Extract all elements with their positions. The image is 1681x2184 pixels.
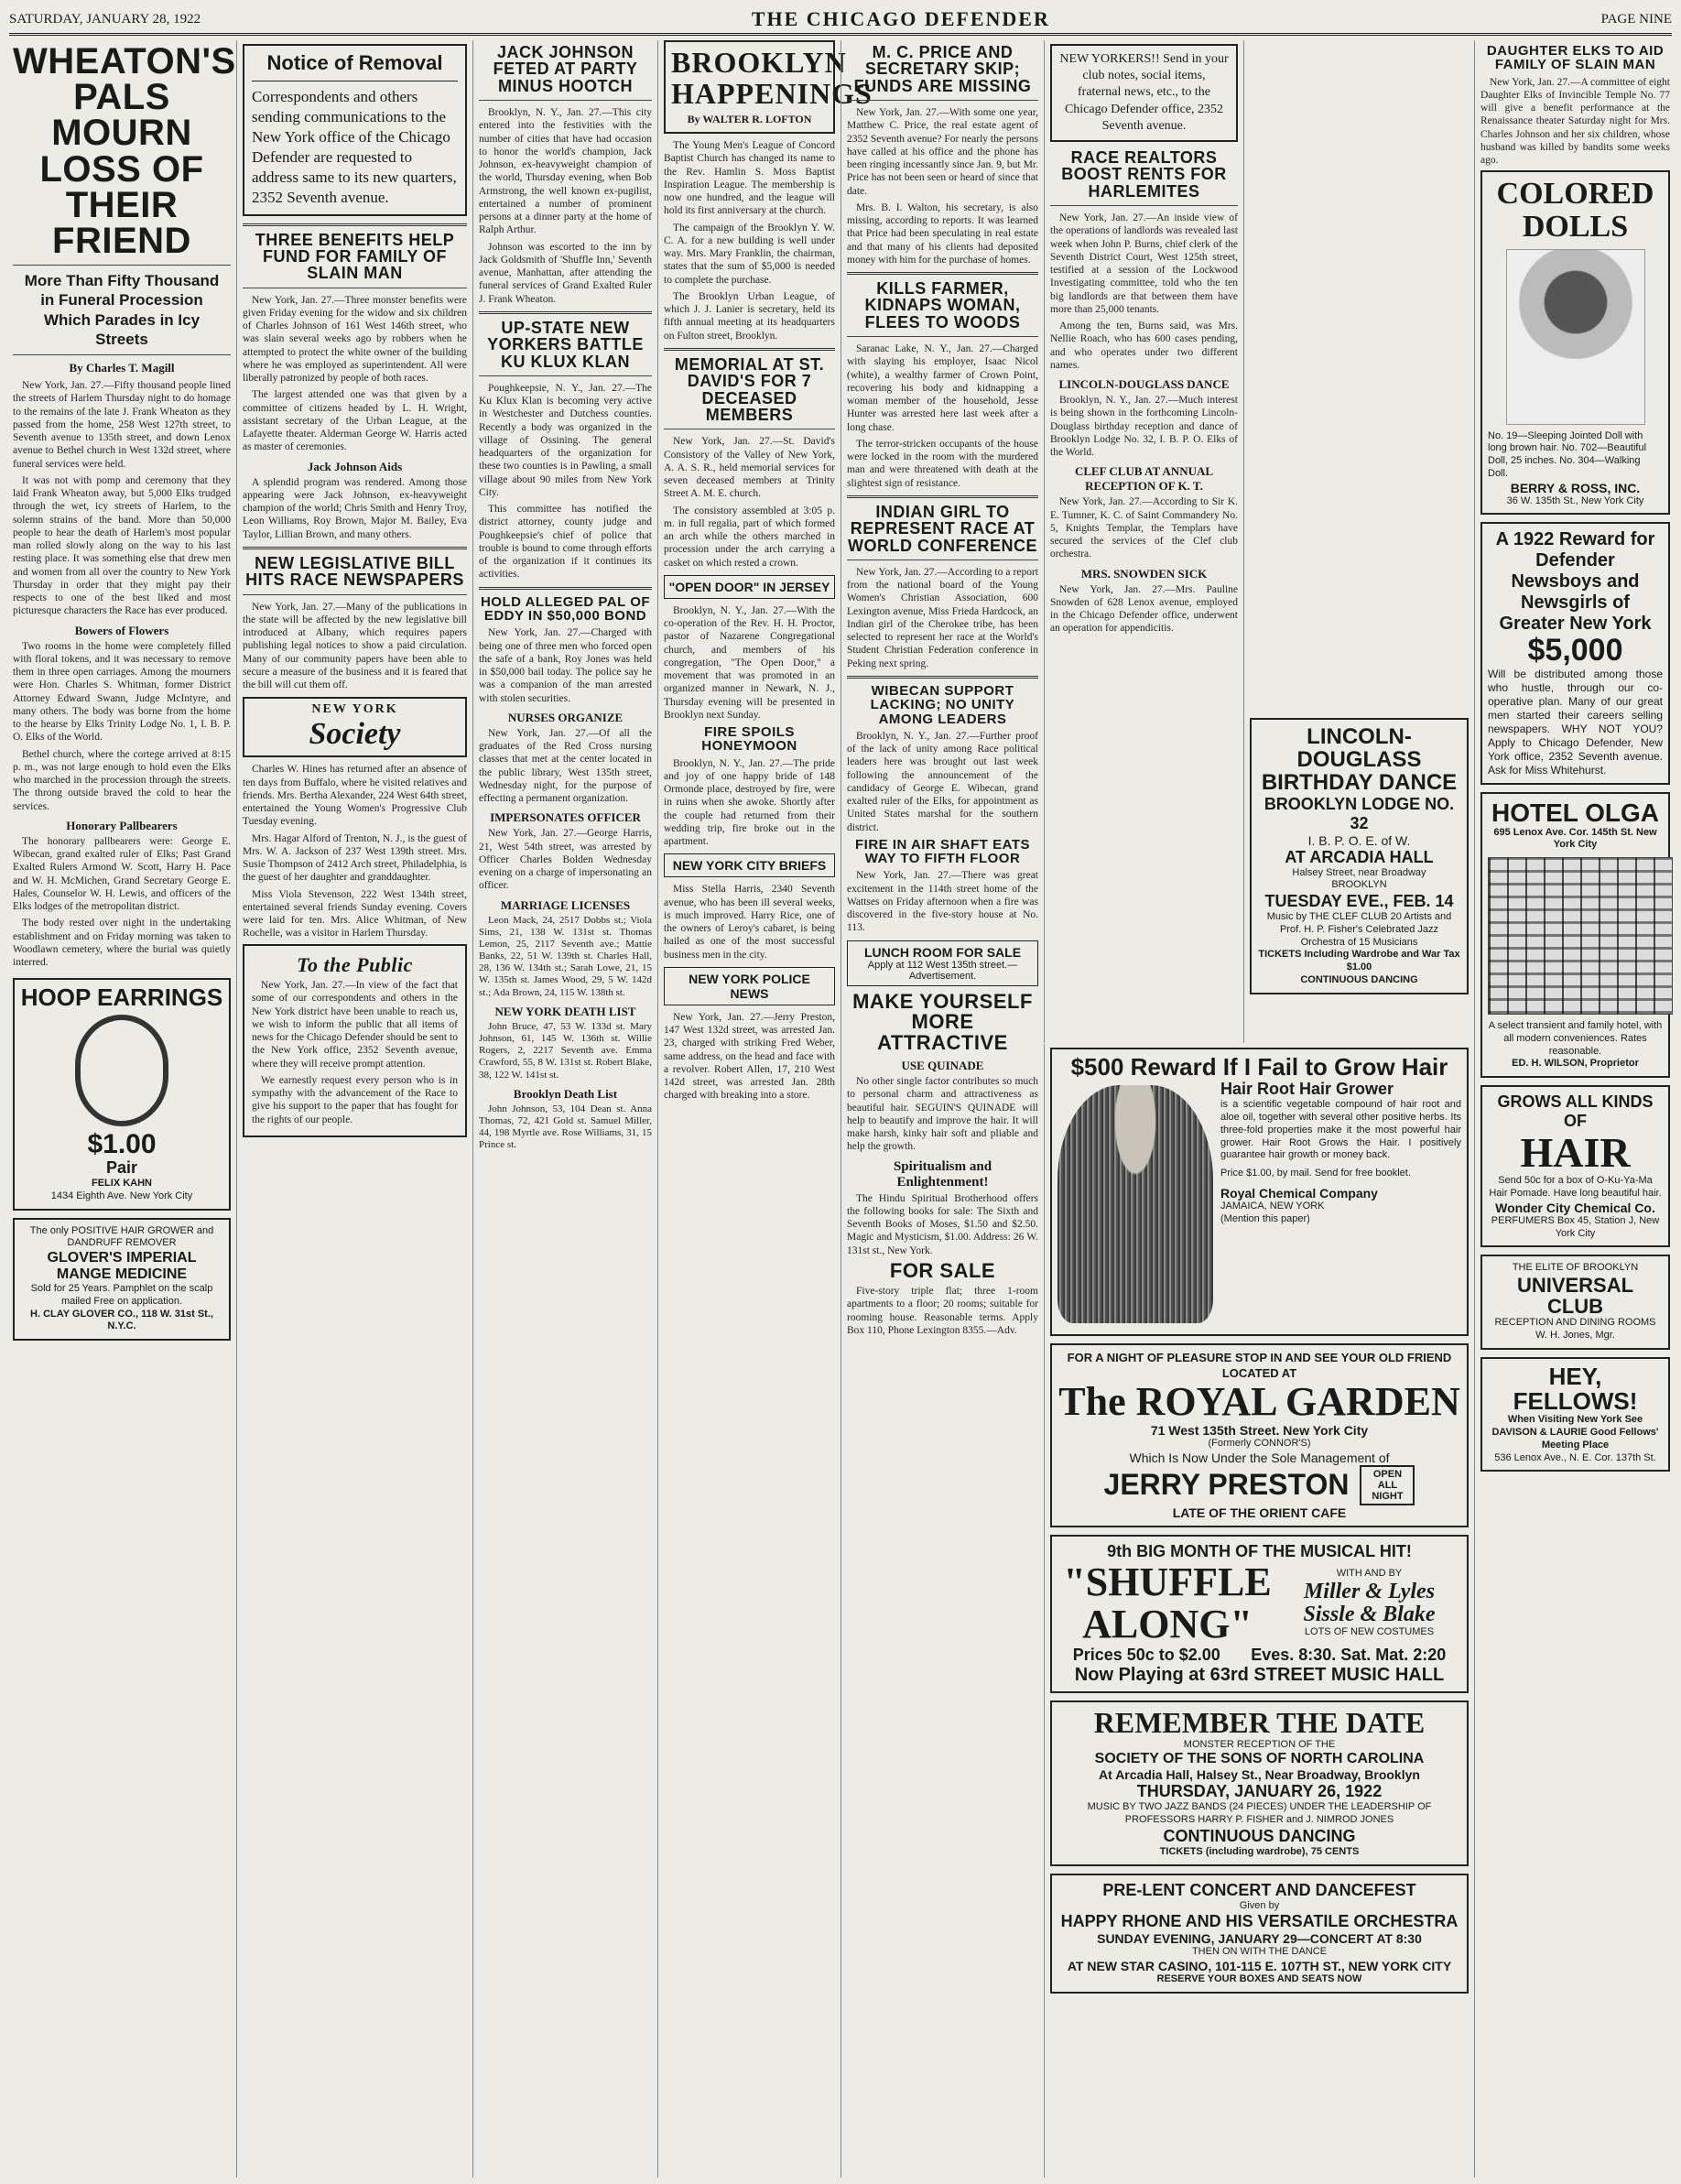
doll-illustration — [1506, 249, 1645, 425]
ld-city: BROOKLYN — [1331, 879, 1387, 891]
royal-garden-ad — [1050, 1343, 1469, 1527]
dolls-company: BERRY & ROSS, INC. — [1510, 480, 1641, 495]
indian-girl-headline: INDIAN GIRL TO REPRESENT RACE AT WORLD CONFERENCE — [848, 502, 1037, 555]
glover-line2: Sold for 25 Years. Pamphlet on the scalp mailed Free on application. — [30, 1283, 213, 1307]
article-paragraph: Miss Stella Harris, 2340 Seventh avenue, who has been ill several weeks, is much improved. Harry Rice, one of the owners of Leroy's cabaret, is being hailed as one of the most successful business men in the city. — [664, 884, 835, 961]
hoop-maker: FELIX KAHN — [92, 1178, 152, 1190]
lunch-room-box — [847, 940, 1038, 986]
realtors-headline: RACE REALTORS BOOST RENTS FOR HARLEMITES — [1061, 147, 1227, 201]
article-paragraph: Brooklyn, N. Y., Jan. 27.—This city entered into the festivities with the number of cities that have had occasion to honor the world's champion, Jack Johnson, ex-heavyweight champion of the world, Thursday evening, when Bob Armstrong, the well known ex-pugilist, entertained a number of prominent persons at a dinner party at the home of Ralph Arthur. — [479, 107, 652, 236]
wibecan-headline: WIBECAN SUPPORT LACKING; NO UNITY AMONG LEADERS — [870, 682, 1015, 727]
farmer-headline: KILLS FARMER, KIDNAPS WOMAN, FLEES TO WOODS — [864, 279, 1021, 331]
hotel-building-illustration — [1488, 857, 1673, 1015]
article-paragraph: New York, Jan. 27.—In view of the fact that some of our correspondents and others in the New York district have been unable to reach us, we wish to inform the public that all items of news for the Chicago Defender should be sent to the New York office, 2352 Seventh avenue, where they will receive prompt attention. — [252, 980, 458, 1070]
ld-continuous: CONTINUOUS DANCING — [1300, 973, 1418, 985]
notice-text: Correspondents and others sending communications to the New York office of the Chicago Defender are requested to address same to its new quarters, 2352 Seventh avenue. — [252, 88, 457, 207]
shuffle-stars: Miller & Lyles Sissle & Blake — [1303, 1579, 1436, 1626]
article-paragraph: The Young Men's League of Concord Baptist Church has changed its name to the Rev. Hamlin S. Moss Baptist Inspiration League. The membership is now one hundred, and the league will hold its first anniversary at the church. — [664, 140, 835, 217]
garden-t1: FOR A NIGHT OF PLEASURE STOP IN AND SEE YOUR OLD FRIEND LOCATED AT — [1067, 1351, 1452, 1380]
article-paragraph: Five-story triple flat; three 1-room apartments to a floor; 20 rooms; suitable for rooming house. Reasonable terms. Apply Box 110, Phone Lexington 8355.—Adv. — [847, 1286, 1038, 1336]
masthead — [9, 5, 1672, 36]
article-paragraph: The terror-stricken occupants of the house were locked in the room with the murdered man and were threatened with death at the slightest sign of resistance. — [847, 438, 1038, 489]
concert-ad — [1050, 1874, 1469, 1994]
article-paragraph: New York, Jan. 27.—Three monster benefits were given Friday evening for the widow and six children of Charles Johnson of 161 West 146th street, who was slain several weeks ago by robbers when he attempted to protect the white owner of the building where he was employed as superintendent. All were liberally patronized by people of both races. — [243, 294, 467, 385]
price-headline: M. C. PRICE AND SECRETARY SKIP; FUNDS ARE MISSING — [853, 43, 1032, 95]
to-the-public-box — [243, 944, 467, 1137]
subhead: CLEF CLUB AT ANNUAL RECEPTION OF K. T. — [1074, 464, 1214, 494]
dolls-addr: 36 W. 135th St., New York City — [1506, 494, 1644, 506]
article-paragraph: New York, Jan. 27.—There was great excitement in the 114th street home of the Wattses on Friday afternoon when a fire was discovered in the five-story house at No. 113. — [847, 870, 1038, 934]
issue-date: SATURDAY, JANUARY 28, 1922 — [9, 11, 201, 27]
hey-fellows-ad — [1480, 1357, 1670, 1472]
article-paragraph: Brooklyn, N. Y., Jan. 27.—The pride and joy of one happy bride of 148 Ormonde place, destroyed by fire, were in ruins when she awoke. Shortly after the couple had returned from their wedding trip, fire broke out in the apartment. — [664, 757, 835, 848]
hair-sub: Hair Root Hair Grower — [1220, 1080, 1394, 1099]
quinade-subhead: USE QUINADE — [901, 1059, 984, 1073]
glover-ad — [13, 1218, 231, 1342]
lunch-room-text: Apply at 112 West 135th street.—Advertisement. — [867, 959, 1018, 982]
wheaton-deck: More Than Fifty Thousand in Funeral Procession Which Parades in Icy Streets — [24, 272, 220, 348]
article-paragraph: This committee has notified the district attorney, county judge and Poughkeepsie's chief of police that trouble is bound to come through efforts of the organization if it continues its activities. — [479, 504, 652, 581]
concert-t4: SUNDAY EVENING, JANUARY 29—CONCERT AT 8:30 — [1097, 1931, 1422, 1947]
subhead: Jack Johnson Aids — [307, 459, 403, 473]
article-paragraph: New York, Jan. 27.—George Harris, 21, West 54th street, was arrested by Officer Charles Bolden Wednesday evening on a charge of impersonating an officer. — [479, 828, 652, 892]
dolls-text: No. 19—Sleeping Jointed Doll with long brown hair. No. 702—Beautiful Doll, 25 inches. No. 304—Walking Doll. — [1488, 429, 1647, 479]
column-5 — [840, 40, 1044, 2178]
hoop-price: $1.00 — [87, 1128, 157, 1159]
column-8 — [1474, 40, 1676, 2178]
garden-formerly: (Formerly CONNOR'S) — [1208, 1437, 1311, 1449]
garden-name: JERRY PRESTON — [1103, 1467, 1350, 1501]
marriage-license-list: Leon Mack, 24, 2517 Dobbs st.; Viola Sims, 21, 138 W. 131st st. Thomas Lemon, 25, 2117 Seventh ave.; Mattie Banks, 22, 51 W. 139th st. Charles Hall, 28, 136 W. 134th st.; Sarah Lowe, 21, 15 W. 135th st. James Wood, 29, 5 W. 142d st.; Ada Brown, 24, 115 W. 138th st. — [479, 914, 652, 998]
colored-dolls-ad — [1480, 170, 1670, 515]
garden-mgmt: Which Is Now Under the Sole Management of — [1129, 1450, 1390, 1465]
article-paragraph: The largest attended one was that given by a committee of citizens headed by L. H. Wright, assistant secretary of the Urban League, at the Lafayette theater. Alderman George W. Harris acted as master of ceremonies. — [243, 389, 467, 453]
column-7 — [1243, 40, 1474, 1043]
universal-t1: THE ELITE OF BROOKLYN — [1512, 1262, 1639, 1274]
subhead: MRS. SNOWDEN SICK — [1080, 566, 1208, 581]
article-paragraph: Mrs. B. I. Walton, his secretary, is also missing, according to reports. It was learned that Price had been speculating in real estate and that many of his clients had deposited money with him for the purchase of homes. — [847, 201, 1038, 266]
hey-text: When Visiting New York See DAVISON & LAURIE Good Fellows' Meeting Place — [1491, 1414, 1659, 1451]
remember-t7: TICKETS (including wardrobe), 75 CENTS — [1159, 1845, 1360, 1857]
subhead: NEW YORK DEATH LIST — [494, 1004, 636, 1018]
remember-date-ad — [1050, 1700, 1469, 1866]
grows-text: Send 50c for a box of O-Ku-Ya-Ma Hair Pomade. Have long beautiful hair. — [1489, 1175, 1662, 1200]
concert-t7: RESERVE YOUR BOXES AND SEATS NOW — [1156, 1973, 1362, 1985]
shuffle-with: WITH AND BY — [1336, 1567, 1403, 1579]
benefits-headline: THREE BENEFITS HELP FUND FOR FAMILY OF SLAIN MAN — [255, 230, 455, 283]
garden-open: OPEN ALL NIGHT — [1360, 1465, 1415, 1505]
hotel-title: HOTEL OLGA — [1491, 799, 1660, 828]
glover-title: GLOVER'S IMPERIAL MANGE MEDICINE — [47, 1250, 197, 1283]
lincoln-douglass-ad — [1250, 718, 1469, 994]
to-the-public-title: To the Public — [297, 952, 413, 976]
article-paragraph: New York, Jan. 27.—With some one year, Matthew C. Price, the real estate agent of 2352 Seventh avenue? For nearly the persons have called at his office and the phone has been ringing incessantly since Jan. 9, but Mr. Price has not been seen or heard of since that date. — [847, 107, 1038, 197]
subhead: Brooklyn Death List — [513, 1086, 618, 1101]
new-york-society-banner — [243, 697, 467, 757]
city-briefs-box: NEW YORK CITY BRIEFS — [664, 853, 835, 877]
page-number: PAGE NINE — [1600, 11, 1672, 27]
column-4 — [657, 40, 873, 2178]
article-paragraph: The honorary pallbearers were: George E. Wibecan, grand exalted ruler of Elks; Past Grand Exalted Rulers Armond W. Scott, Harry H. Pace and W. H. McMichen, Grand Secretary George E. Hales, Counselor W. H. Lewis, and officers of the Elks lodges of the metropolitan district. — [13, 835, 231, 913]
remember-t5: MUSIC BY TWO JAZZ BANDS (24 PIECES) UNDER THE LEADERSHIP OF PROFESSORS HARRY P. FISHER and J. NIMROD JONES — [1087, 1801, 1432, 1826]
hoop-earrings-ad — [13, 978, 231, 1210]
hair-text: is a scientific vegetable compound of hair root and aloe oil, together with several other positive herbs. Its three-fold properties make it the most powerful hair grower. Hair Root Grows the Hair. I positively guarantee hair growth or money back. — [1220, 1099, 1461, 1161]
hotel-text: A select transient and family hotel, with all modern conveniences. Rates reasonable. — [1488, 1020, 1663, 1057]
article-paragraph: Two rooms in the home were completely filled with floral tokens, and it was necessary to remove them in three open carriages. Among the mourners were Hon. Charles S. Whitman, former District Attorney Edward Swann, Judge McIntyre, and many others. The body was borne from the home to the hearse by Elks Trinity Lodge No. 1, I. B. P. O. Elks of the World. — [13, 640, 231, 744]
concert-t1: PRE-LENT CONCERT AND DANCEFEST — [1102, 1880, 1416, 1899]
spiritualism-title: Spiritualism and Enlightenment! — [893, 1158, 992, 1190]
brooklyn-happenings-box — [664, 40, 873, 134]
subhead: LINCOLN-DOUGLASS DANCE — [1058, 377, 1230, 392]
daughter-elks-headline: DAUGHTER ELKS TO AID FAMILY OF SLAIN MAN — [1486, 43, 1665, 73]
ld-addr: Halsey Street, near Broadway — [1292, 866, 1426, 878]
article-paragraph: The Hindu Spiritual Brotherhood offers the following books for sale: The Sixth and Seventh Books of Moses, $1.50 and $2.50. Magic and Mysticism, $1.00. Address: 26 W. 131st st., New York. — [847, 1192, 1038, 1256]
column-3 — [472, 40, 657, 2178]
hoop-unit: Pair — [105, 1158, 138, 1178]
article-paragraph: No other single factor contributes so much to personal charm and attractiveness as beautiful hair. SEGUIN'S QUINADE will help to beautify and improve the hair. It will make harsh, kinky hair soft and pliable and help the growth. — [847, 1076, 1038, 1153]
glover-footer: H. CLAY GLOVER CO., 118 W. 31st St., N.Y.C. — [30, 1308, 213, 1332]
grows-t1: GROWS ALL KINDS OF — [1497, 1092, 1654, 1131]
open-door-box: "OPEN DOOR" IN JERSEY — [664, 575, 835, 599]
article-paragraph: Among the ten, Burns said, was Mrs. Nellie Roach, who has 600 cases pending, and who operates under two different names. — [1050, 321, 1238, 371]
subhead: IMPERSONATES OFFICER — [490, 810, 641, 825]
concert-t2: Given by — [1239, 1899, 1280, 1911]
subhead: NURSES ORGANIZE — [507, 710, 624, 724]
hey-addr: 536 Lenox Ave., N. E. Cor. 137th St. — [1494, 1451, 1656, 1463]
article-paragraph: Mrs. Hagar Alford of Trenton, N. J., is the guest of Mrs. W. A. Jackson of 237 West 139th street. Mrs. Susie Thompson of 2412 Arch street, Philadelphia, is the guest of her daughter and granddaughter. — [243, 832, 467, 884]
newsboys-reward-ad — [1480, 522, 1670, 785]
wheaton-byline: By Charles T. Magill — [69, 361, 175, 375]
wide-ads-column — [1044, 1044, 1474, 2178]
article-paragraph: New York, Jan. 27.—Jerry Preston, 147 West 132d street, was arrested Jan. 23, charged with striking Fred Weber, same address, on the head and face with a revolver. Robert Allen, 17, 210 West 142d street, was arrested Jan. 28th charged with breaking into a store. — [664, 1011, 835, 1102]
article-paragraph: New York, Jan. 27.—An inside view of the operations of landlords was revealed last week when John P. Burns, chief clerk of the Seventh District Court, West 125th street, testified at a session of the Lockwood Investigating committee, told who the ten big landlords are that between them have more than 25,000 tenants. — [1050, 212, 1238, 315]
brooklyn-happenings-title: BROOKLYN HAPPENINGS — [671, 46, 873, 110]
hair-company: Royal Chemical Company — [1220, 1185, 1378, 1201]
shuffle-prices: Prices 50c to $2.00 — [1072, 1646, 1220, 1665]
hotel-addr: 695 Lenox Ave. Cor. 145th St. New York City — [1493, 826, 1657, 851]
shuffle-times: Eves. 8:30. Sat. Mat. 2:20 — [1251, 1646, 1447, 1665]
lunch-room-title: LUNCH ROOM FOR SALE — [863, 944, 1022, 960]
remember-t1: MONSTER RECEPTION OF THE — [1183, 1738, 1336, 1750]
article-paragraph: We earnestly request every person who is in sympathy with the advancement of the Race to give his support to the paper that has fought for the rights of our people. — [252, 1074, 458, 1125]
for-sale-title: FOR SALE — [889, 1258, 996, 1282]
remember-t2: SOCIETY OF THE SONS OF NORTH CAROLINA — [1094, 1751, 1425, 1767]
article-paragraph: Miss Viola Stevenson, 222 West 134th street, entertained several friends Sunday evening. Covers were laid for ten. Mrs. Alice Whitman, of New Rochelle, was a visitor in Harlem Thursday. — [243, 888, 467, 940]
jack-johnson-headline: JACK JOHNSON FETED AT PARTY MINUS HOOTCH — [493, 43, 638, 95]
universal-t2: RECEPTION AND DINING ROOMS — [1494, 1317, 1656, 1329]
column-6 — [1044, 40, 1243, 1043]
ld-title: LINCOLN-DOUGLASS BIRTHDAY DANCE — [1261, 724, 1458, 796]
reward-amount: $5,000 — [1527, 633, 1623, 668]
article-paragraph: Bethel church, where the cortege arrived at 8:15 p. m., was not large enough to hold even the Elks who marched in the procession through the streets. The throng outside braved the cold to hear the services. — [13, 748, 231, 812]
article-paragraph: New York, Jan. 27.—Mrs. Pauline Snowden of 628 Lenox avenue, employed in the Chicago Defender office, underwent an operation for appendicitis. — [1050, 583, 1238, 635]
ld-date: TUESDAY EVE., FEB. 14 — [1264, 892, 1454, 911]
new-yorkers-box: NEW YORKERS!! Send in your club notes, social items, fraternal news, etc., to the Chicago Defender office, 2352 Seventh avenue. — [1050, 44, 1238, 142]
memorial-headline: MEMORIAL AT ST. DAVID'S FOR 7 DECEASED MEMBERS — [674, 354, 825, 425]
hair-reward-ad — [1050, 1048, 1469, 1336]
eddy-bond-headline: HOLD ALLEGED PAL OF EDDY IN $50,000 BOND — [480, 593, 651, 624]
shuffle-costumes: LOTS OF NEW COSTUMES — [1304, 1626, 1435, 1638]
article-paragraph: New York, Jan. 27.—According to Sir K. E. Tumner, K. C. of Saint Commandery No. 5, Knights Templar, the Templars have secured the services of the Clef club orchestra. — [1050, 496, 1238, 560]
article-paragraph: Brooklyn, N. Y., Jan. 27.—Further proof of the lack of unity among Race political leaders here was brought out last week following the announcement of the candidacy of George E. Wibecan, grand exalted ruler of the Elks, for appointment as United States marshal for the southern district. — [847, 730, 1038, 833]
article-paragraph: Brooklyn, N. Y., Jan. 27.—With the co-operation of the Rev. H. H. Proctor, pastor of Nazarene Congregational church, and members of his congregation, "The Open Door," a movement that was promoted in an organized manner in Newark, N. J., Thursday evening will be presented in Brooklyn next Sunday. — [664, 604, 835, 721]
grows-t2: HAIR — [1520, 1129, 1631, 1177]
article-paragraph: The body rested over night in the undertaking establishment and on Friday morning was taken to Woodlawn cemetery, where the burial was quietly interred. — [13, 918, 231, 969]
universal-club-ad — [1480, 1255, 1670, 1349]
universal-title: UNIVERSAL CLUB — [1516, 1274, 1634, 1319]
hey-title: HEY, FELLOWS! — [1513, 1362, 1638, 1416]
universal-addr: W. H. Jones, Mgr. — [1535, 1330, 1615, 1342]
article-paragraph: Poughkeepsie, N. Y., Jan. 27.—The Ku Klux Klan is becoming very active in Westchester and Dutchess counties. Recently a body was organized in the village of Ossining. The general headquarters of the organization for these two counties is in Pawling, a small village about 90 miles from New York City. — [479, 382, 652, 498]
article-paragraph: New York, Jan. 27.—A committee of eight Daughter Elks of Invincible Temple No. 77 will give a benefit performance at the Renaissance theater Saturday night for Mrs. Charles Johnson and her six children, whose husband was killed by bandits some weeks ago. — [1480, 76, 1670, 167]
article-paragraph: A splendid program was rendered. Among those appearing were Jack Johnson, ex-heavyweight champion of the world; Chris Smith and Henry Troy, Leon Williams, Roy Brown, Major M. Bailey, Eva Taylor, Lillian Brown, and many others. — [243, 476, 467, 540]
brooklyn-happenings-byline: By WALTER R. LOFTON — [687, 113, 812, 126]
reward-text: Will be distributed among those who hustle, through our co-operative plan. Many of our great men started their careers selling newspapers. WHY NOT YOU? Apply to Chicago Defender, New York office, 2352 Seventh avenue. Ask for Miss Whitehurst. — [1488, 668, 1663, 777]
article-paragraph: Brooklyn, N. Y., Jan. 27.—Much interest is being shown in the forthcoming Lincoln-Douglass birthday reception and dance of Brooklyn Lodge No. 32, I. B. P. O. Elks of the World. — [1050, 395, 1238, 459]
remember-t4: THURSDAY, JANUARY 26, 1922 — [1136, 1782, 1383, 1801]
concert-t5: THEN ON WITH THE DANCE — [1191, 1946, 1328, 1958]
subhead: Honorary Pallbearers — [66, 818, 178, 832]
reward-title: A 1922 Reward for Defender Newsboys and Newsgirls of Greater New York — [1495, 529, 1655, 635]
garden-title: The ROYAL GARDEN — [1058, 1378, 1460, 1424]
ld-at: AT ARCADIA HALL — [1285, 847, 1434, 866]
wheaton-headline: WHEATON'S PALS MOURN LOSS OF THEIR FRIEND — [13, 41, 236, 261]
article-paragraph: The Brooklyn Urban League, of which J. J. Lanier is secretary, held its fifth annual meeting at its headquarters on Fulton street, Brooklyn. — [664, 290, 835, 342]
brooklyn-death-list: John Johnson, 53, 104 Dean st. Anna Thomas, 72, 421 Gold st. Samuel Miller, 44, 198 Myrtle ave. Rose Williams, 31, 15 Prince st. — [479, 1103, 652, 1151]
article-paragraph: New York, Jan. 27.—Fifty thousand people lined the streets of Harlem Thursday night to do homage to the remains of the late J. Frank Wheaton as they passed from the home, 258 West 127th street, to Seventh avenue to 135th street, and down Lenox avenue to Bethel church in West 132d street, where funeral services were held. — [13, 380, 231, 470]
attractive-headline: MAKE YOURSELF MORE ATTRACTIVE — [852, 989, 1033, 1054]
article-paragraph: The campaign of the Brooklyn Y. W. C. A. for a new building is well under way. Mrs. Mary Franklin, the chairman, states that the sum of $5,000 is needed to complete the purchase. — [664, 222, 835, 286]
paper-title: THE CHICAGO DEFENDER — [751, 7, 1050, 30]
grows-addr: PERFUMERS Box 45, Station J, New York City — [1491, 1214, 1660, 1239]
grows-company: Wonder City Chemical Co. — [1495, 1200, 1655, 1215]
grows-hair-ad — [1480, 1085, 1670, 1247]
glover-line1: The only POSITIVE HAIR GROWER and DANDRUFF REMOVER — [29, 1224, 214, 1249]
shuffle-playing: Now Playing at 63rd STREET MUSIC HALL — [1074, 1665, 1445, 1686]
air-shaft-headline: FIRE IN AIR SHAFT EATS WAY TO FIFTH FLOOR — [855, 836, 1030, 867]
subhead: Bowers of Flowers — [74, 623, 169, 637]
notice-title: Notice of Removal — [252, 51, 458, 81]
subhead: MARRIAGE LICENSES — [500, 897, 631, 912]
article-paragraph: Saranac Lake, N. Y., Jan. 27.—Charged with slaying his employer, Isaac Nicol (white), a wealthy farmer of Crown Point, recovering his body and kidnapping a woman member of the household, Jesse Hunter was arrested here last week after a long chase. — [847, 343, 1038, 433]
woman-long-hair-illustration — [1057, 1085, 1213, 1323]
ld-org: I. B. P. O. E. of W. — [1307, 832, 1411, 848]
ld-tickets: TICKETS Including Wardrobe and War Tax $1.00 — [1258, 949, 1460, 973]
concert-t3: HAPPY RHONE AND HIS VERSATILE ORCHESTRA — [1060, 1912, 1459, 1931]
society-banner-big: Society — [309, 717, 401, 752]
article-paragraph: It was not with pomp and ceremony that they laid Frank Wheaton away, but 5,000 Elks trudged through the wet, icy streets of Harlem, to the solemn strains of the band. More than 50,000 people to hear the death of Harlem's most popular man rolled slowly along on the way to his last resting place. It was something else that drew men and women from all over the country to New York Thursday in order that they might pay their respects to one of the best liked and most picturesque characters the Race has ever produced. — [13, 474, 231, 617]
concert-t6: AT NEW STAR CASINO, 101-115 E. 107TH ST., NEW YORK CITY — [1067, 1959, 1452, 1974]
article-paragraph: New York, Jan. 27.—According to a report from the national board of the Young Women's Christian Association, 600 Lexington avenue, Miss Frieda Hardcock, an Indian girl of the Cherokee tribe, has been selected to represent her race at the World's Student Christian Federation conference in Peking next spring. — [847, 566, 1038, 669]
ld-lodge: BROOKLYN LODGE NO. 32 — [1263, 794, 1455, 832]
honeymoon-headline: FIRE SPOILS HONEYMOON — [701, 724, 797, 755]
article-paragraph: New York, Jan. 27.—St. David's Consistory of the Valley of New York, A. A. S. R., held memorial services for seven deceased members at Trinity Street A. M. E. church. — [664, 436, 835, 500]
police-news-box: NEW YORK POLICE NEWS — [664, 967, 835, 1005]
klan-headline: UP-STATE NEW YORKERS BATTLE KU KLUX KLAN — [487, 318, 644, 371]
article-paragraph: Johnson was escorted to the inn by Jack Goldsmith of 'Shuffle Inn,' Seventh avenue, Manhattan, after attending the funeral services of Grand Exalted Ruler J. Frank Wheaton. — [479, 241, 652, 305]
column-1 — [7, 40, 236, 2178]
death-list: John Bruce, 47, 53 W. 133d st. Mary Johnson, 61, 145 W. 136th st. Willie Rogers, 2, 2217 Seventh ave. Emma Crawford, 55, 8 W. 131st st. Robert Blake, 38, 122 W. 141st st. — [479, 1020, 652, 1081]
hoop-title: HOOP EARRINGS — [20, 983, 223, 1012]
ld-music: Music by THE CLEF CLUB 20 Artists and Prof. H. P. Fisher's Celebrated Jazz Orchestra of 15 Musicians — [1266, 911, 1452, 948]
hair-price: Price $1.00, by mail. Send for free booklet. — [1220, 1168, 1411, 1179]
shuffle-t1: 9th BIG MONTH OF THE MUSICAL HIT! — [1107, 1541, 1412, 1560]
shuffle-along-ad — [1050, 1535, 1469, 1693]
hair-headline: $500 Reward If I Fail to Grow Hair — [1070, 1053, 1448, 1081]
column-2 — [236, 40, 472, 2178]
society-banner-small: NEW YORK — [311, 702, 398, 717]
remember-t6: CONTINUOUS DANCING — [1163, 1826, 1356, 1845]
hoop-address: 1434 Eighth Ave. New York City — [50, 1190, 193, 1201]
article-paragraph: New York, Jan. 27.—Of all the graduates of the Red Cross nursing classes that met at the center located in the public library, West 135th street, Wednesday night, for the purpose of effecting a permanent organization. — [479, 727, 652, 804]
article-paragraph: The consistory assembled at 3:05 p. m. in full regalia, part of which formed an arch while the others marched in procession under the arch carrying a casket on which rested a crown. — [664, 505, 835, 569]
hair-addr: JAMAICA, NEW YORK — [1220, 1200, 1325, 1212]
remember-title: REMEMBER THE DATE — [1093, 1706, 1426, 1740]
hotel-prop: ED. H. WILSON, Proprietor — [1512, 1058, 1639, 1070]
shuffle-title: "SHUFFLE ALONG" — [1063, 1559, 1272, 1646]
hotel-olga-ad — [1480, 792, 1670, 1078]
garden-late: LATE OF THE ORIENT CAFE — [1172, 1505, 1347, 1520]
dolls-title: COLORED DOLLS — [1496, 177, 1654, 244]
legislative-headline: NEW LEGISLATIVE BILL HITS RACE NEWSPAPERS — [245, 553, 464, 590]
article-paragraph: New York, Jan. 27.—Many of the publications in the state will be affected by the new legislative bill introduced at Albany, which requires papers publishing legal notices to show a paid circulation. Many of our community papers have been able to secure a measure of the business and it is feared that the bill will cut them off. — [243, 601, 467, 691]
remember-t3: At Arcadia Hall, Halsey St., Near Broadway, Brooklyn — [1099, 1767, 1420, 1783]
hair-mention: (Mention this paper) — [1220, 1212, 1310, 1224]
article-paragraph: New York, Jan. 27.—Charged with being one of three men who forced open the safe of a bank, Roy Jones was held in $50,000 bail today. The police say he was a companion of the man arrested with stolen securities. — [479, 627, 652, 704]
notice-of-removal-box — [243, 44, 467, 216]
garden-addr: 71 West 135th Street. New York City — [1150, 1422, 1369, 1438]
earring-illustration — [75, 1015, 168, 1126]
article-paragraph: Charles W. Hines has returned after an absence of ten days from Buffalo, where he visited relatives and friends. Mrs. Bertha Alexander, 224 West 64th street, entertained the Young Women's Progressive Club Tuesday evening. — [243, 764, 467, 828]
